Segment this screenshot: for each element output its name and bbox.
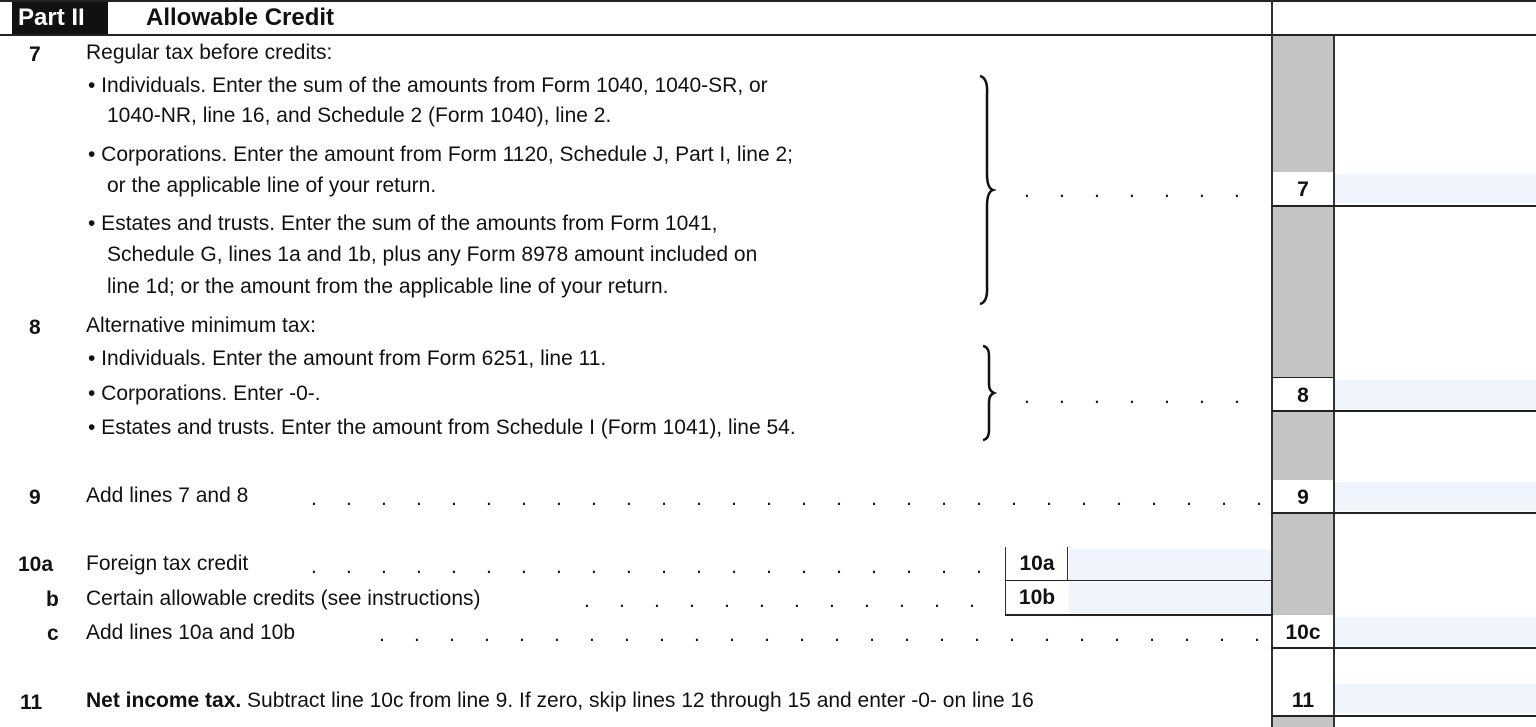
line-10a-text: Foreign tax credit — [86, 552, 249, 575]
line-9-box-label: 9 — [1273, 480, 1333, 513]
line-7-leader-dots: . . . . . . . — [1024, 179, 1240, 202]
line-8-leader-dots: . . . . . . . — [1024, 385, 1240, 408]
rule — [1271, 715, 1536, 717]
line-7-individuals: • Individuals. Enter the sum of the amounts from Form 1040, 1040-SR, or — [88, 74, 768, 97]
line-11-spacer-cell — [1273, 649, 1333, 683]
line-8-title: Alternative minimum tax: — [86, 314, 316, 337]
line-10b-letter: b — [46, 588, 59, 611]
rule — [1271, 512, 1536, 514]
line-8-individuals: • Individuals. Enter the amount from Form 6251, line 11. — [88, 347, 607, 370]
line-9-number: 9 — [29, 486, 41, 509]
shaded-column — [1273, 514, 1333, 615]
line-7-corporations: • Corporations. Enter the amount from Form 1120, Schedule J, Part I, line 2; — [88, 143, 793, 166]
rule — [1005, 614, 1273, 616]
line-10b-leader-dots: . . . . . . . . . . . . — [584, 589, 975, 612]
line-10c-box-label: 10c — [1273, 615, 1333, 648]
line-7-estates-cont2: line 1d; or the amount from the applicable line of your return. — [107, 275, 669, 298]
shaded-column — [1273, 717, 1333, 727]
line-10c-amount-input[interactable] — [1335, 617, 1536, 646]
brace-icon — [976, 74, 998, 306]
line-10c-letter: c — [47, 622, 59, 645]
line-8-amount-input[interactable] — [1335, 380, 1536, 409]
brace-icon — [980, 344, 998, 442]
line-10b-text: Certain allowable credits (see instructions) — [86, 587, 481, 610]
line-11-instructions: Subtract line 10c from line 9. If zero, skip lines 12 through 15 and enter -0- on line 16 — [241, 689, 1034, 712]
line-11-number: 11 — [20, 691, 43, 714]
line-10c-leader-dots: . . . . . . . . . . . . . . . . . . . . . . . . . . — [379, 623, 1261, 646]
line-10a-box-label: 10a — [1006, 547, 1068, 580]
line-9-leader-dots: . . . . . . . . . . . . . . . . . . . . . . . . . . . . — [311, 487, 1263, 510]
rule — [1271, 205, 1536, 207]
line-10a-number: 10a — [18, 553, 54, 576]
line-11-bold-label: Net income tax. — [86, 689, 242, 712]
line-11-amount-input[interactable] — [1335, 684, 1536, 713]
line-8-box-label: 8 — [1273, 378, 1333, 411]
line-7-estates: • Estates and trusts. Enter the sum of the amounts from Form 1041, — [88, 212, 718, 235]
shaded-column — [1273, 206, 1333, 378]
line-11-text — [86, 684, 1034, 718]
header-divider — [1271, 0, 1273, 36]
line-10c-text: Add lines 10a and 10b — [86, 621, 296, 644]
line-9-text: Add lines 7 and 8 — [86, 484, 249, 507]
line-8-corporations: • Corporations. Enter -0-. — [88, 382, 321, 405]
shaded-column — [1273, 36, 1333, 172]
part-title: Allowable Credit — [146, 4, 335, 31]
line-7-estates-cont1: Schedule G, lines 1a and 1b, plus any Form 8978 amount included on — [107, 243, 758, 266]
rule — [1271, 410, 1536, 412]
line-7-title: Regular tax before credits: — [86, 41, 333, 64]
line-7-number: 7 — [29, 43, 41, 66]
line-7-corporations-cont: or the applicable line of your return. — [107, 174, 437, 197]
shaded-column — [1273, 412, 1333, 480]
line-10b-box-label: 10b — [1006, 581, 1068, 614]
line-8-number: 8 — [29, 316, 41, 339]
line-8-estates: • Estates and trusts. Enter the amount from Schedule I (Form 1041), line 54. — [88, 416, 796, 439]
line-10a-leader-dots: . . . . . . . . . . . . . . . . . . . . — [311, 555, 982, 578]
line-7-box-label: 7 — [1273, 172, 1333, 205]
line-10b-amount-input[interactable] — [1069, 582, 1271, 613]
line-7-individuals-cont: 1040-NR, line 16, and Schedule 2 (Form 1040), line 2. — [107, 104, 612, 127]
line-10a-amount-input[interactable] — [1069, 549, 1271, 580]
line-7-amount-input[interactable] — [1335, 174, 1536, 203]
line-9-amount-input[interactable] — [1335, 482, 1536, 511]
line-11-box-label: 11 — [1273, 683, 1333, 716]
part-label: Part II — [12, 2, 108, 34]
